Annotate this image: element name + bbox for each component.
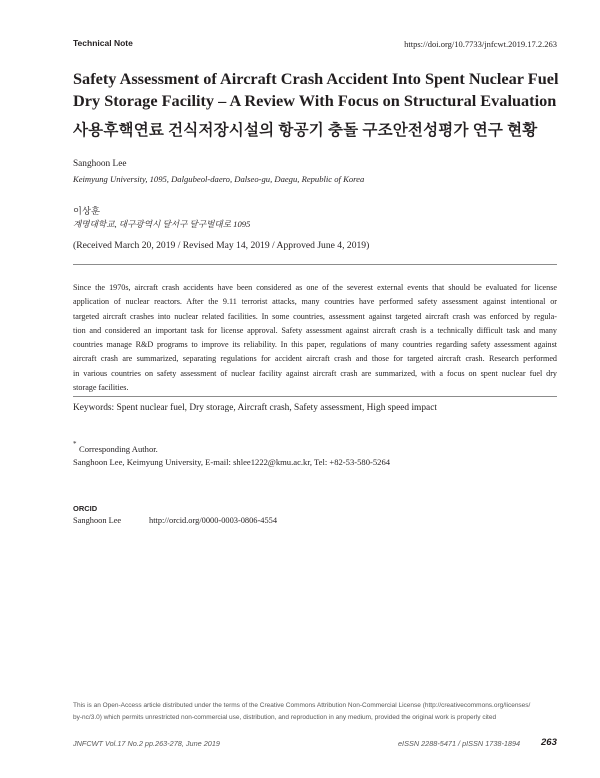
footer-journal-citation: JNFCWT Vol.17 No.2 pp.263-278, June 2019: [73, 739, 220, 748]
author-name-korean: 이상훈: [73, 207, 100, 217]
abstract-line: Since the 1970s, aircraft crash accidents have been considered as one of the severest external events that should be evaluated for license: [73, 283, 557, 292]
corresponding-author-contact: Sanghoon Lee, Keimyung University, E-mail: shlee1222@kmu.ac.kr, Tel: +82-53-580-5264: [73, 457, 391, 467]
title-english: [73, 68, 573, 112]
affiliation-english: Keimyung University, 1095, Dalgubeol-daero, Dalseo-gu, Daegu, Republic of Korea: [73, 174, 365, 184]
corresponding-author-label: Corresponding Author.: [79, 444, 158, 454]
submission-history: (Received March 20, 2019 / Revised May 14, 2019 / Approved June 4, 2019): [73, 240, 370, 251]
affiliation-korean: 계명대학교, 대구광역시 달서구 달구벌대로 1095: [73, 219, 251, 229]
title-korean: 사용후핵연료 건식저장시설의 항공기 충돌 구조안전성평가 연구 현황: [73, 122, 538, 139]
footer-issn: eISSN 2288-5471 / pISSN 1738-1894: [398, 739, 521, 748]
article-type-label: Technical Note: [73, 38, 133, 48]
abstract-line: aircraft crash are summarized, separating regulations for accident aircraft crash and those for targeted aircraft crash. Research performed: [73, 354, 557, 364]
abstract-line: in various countries on safety assessment of nuclear facility against aircraft crash are summarized, with a focus on spent nuclear fuel dry: [73, 368, 557, 378]
license-notice: [73, 700, 567, 723]
orcid-heading: ORCID: [73, 504, 98, 513]
keywords: Keywords: Spent nuclear fuel, Dry storage, Aircraft crash, Safety assessment, High speed impact: [73, 403, 437, 413]
abstract-line: targeted aircraft crashes into nuclear related facilities. In some countries, assessment against targeted aircraft crash was enforced by regula-: [73, 311, 557, 321]
title-english-line-1: Safety Assessment of Aircraft Crash Accident Into Spent Nuclear Fuel: [73, 69, 559, 88]
abstract-line: countries manage R&D programs to improve its reliability. In this paper, regulations of many countries regarding safety assessment against: [73, 340, 557, 350]
abstract-line: tion and considered an important task for license approval. Safety assessment against aircraft crash is a technically difficult task and many: [73, 325, 557, 335]
footnote-marker: *: [73, 440, 77, 448]
doi-link[interactable]: https://doi.org/10.7733/jnfcwt.2019.17.2.263: [404, 39, 557, 49]
abstract-line: application of nuclear reactors. After the 9.11 terrorist attacks, many countries have performed safety assessment against intentional or: [73, 297, 557, 307]
author-name-english: Sanghoon Lee: [73, 159, 127, 169]
abstract-bottom-divider: [73, 396, 557, 397]
abstract-line: storage facilities.: [73, 383, 129, 393]
page-number: 263: [541, 737, 557, 748]
orcid-link[interactable]: http://orcid.org/0000-0003-0806-4554: [149, 516, 278, 525]
title-english-line-2: Dry Storage Facility – A Review With Focus on Structural Evaluation: [73, 91, 557, 110]
abstract: [73, 281, 557, 395]
license-line-1: This is an Open-Access article distributed under the terms of the Creative Commons Attribution Non-Commercial License (http://creativecommons.org/licenses/: [73, 702, 531, 709]
license-line-2: by-nc/3.0) which permits unrestricted non-commercial use, distribution, and reproduction in any medium, provided the original work is properly cited: [73, 713, 497, 721]
abstract-top-divider: [73, 264, 557, 265]
orcid-author-name: Sanghoon Lee: [73, 516, 122, 525]
